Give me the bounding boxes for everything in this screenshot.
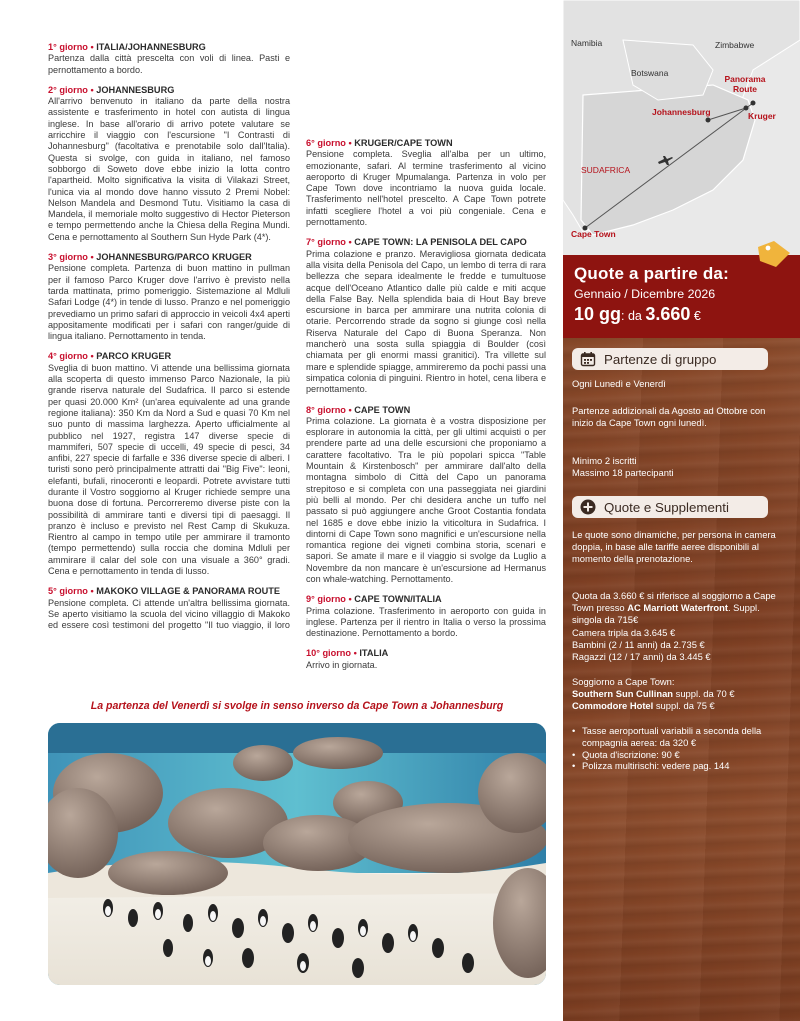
departures-line-1: Ogni Lunedì e Venerdì: [572, 378, 666, 389]
day-place: CAPE TOWN: LA PENISOLA DEL CAPO: [354, 237, 527, 248]
day-5: 5° giorno • MAKOKO VILLAGE & PANORAMA ROUTE Pensione completa. Ci attende un'altra bellissima giornata. Se aperto visitiamo la scuola del vicino villaggio di Makoko ed essere così testimoni del progetto "Il tuo viaggio, il loro: [48, 586, 290, 631]
supplements-tripla: Camera tripla da 3.645 €: [572, 627, 676, 638]
day-text: Pensione completa. Sveglia all'alba per un ultimo, emozionante, safari. Al termine trasferimento al vicino aeroporto di Kruger Mpumalanga. Partenza in volo per Cape Town dove incontriamo la nuova guida locale. Trasferimento nell'hotel prescelto. A Cape Town potrete infatti scegliere l'hotel a voi più congeniale. Cena e pernottamento.: [306, 149, 546, 228]
day-text: Sveglia di buon mattino. Vi attende una bellissima giornata alla scoperta di questo immenso Parco Nazionale, la più grande riserva naturale del Sudafrica. Il parco si estende per quasi 20.000 Km² (un'area equivalente ad una grande regione italiana): 350 Km da Nord a Sud e quasi 70 Km nel suo punto di massima larghezza. Aperto ufficialmente al pubblico nel 1927, registra 147 diverse specie di mammiferi, 507 specie di uccelli, 49 specie di pesci, 34 anfibi, 227 specie di farfalle e 336 diverse specie di alberi. I turisti sono però principalmente attratti dai "Big Five": leoni, elefanti, bufali, rinoceronti e leopardi. Potrete avvistare tutti durante il Vostro soggiorno al Kruger richiede sempre una buona dose di fortuna. Percorreremo diverse piste con la possibilità di ammirare tanti e diversi tipi di paesaggi. Il pranzo è incluso e previsto nel Rest Camp di Skukuza. Rientro al campo in tempo utile per ammirare il tramonto (tempo permettendo) sulla roccia che domina Mdluli per ammirare il calar del sole con una visuale a 360° gradi. Cena e pernottamento in tenda di lusso.: [48, 362, 290, 577]
quote-box: [563, 255, 800, 338]
day-text: Arrivo in giornata.: [306, 659, 378, 670]
supplements-heading-label: Quote e Supplementi: [604, 499, 729, 515]
soggiorno-block: [572, 676, 784, 711]
departures-heading-label: Partenze di gruppo: [604, 351, 717, 367]
day-place: ITALIA/JOHANNESBURG: [96, 42, 206, 52]
day-place: JOHANNESBURG/PARCO KRUGER: [96, 252, 252, 263]
quote-title: Quote a partire da:: [574, 264, 729, 283]
day-text: Prima colazione. Trasferimento in aeroporto con guida in inglese. Partenza per il rientro in Italia o verso la prossima destinazione. Pernottamento a bordo.: [306, 605, 546, 639]
map-city-panorama-route: Panorama Route: [724, 74, 766, 94]
day-number: 1° giorno: [48, 42, 88, 52]
map-city-kruger: Kruger: [748, 111, 776, 121]
supplements-bambini: Bambini (2 / 11 anni) da 2.735 €: [572, 639, 705, 650]
day-number: 5° giorno: [48, 586, 88, 597]
quote-price-value: 3.660: [645, 304, 691, 324]
itinerary-column-left: [48, 42, 290, 641]
day-place: MAKOKO VILLAGE & PANORAMA ROUTE: [96, 586, 280, 597]
note-item: • Quota d'iscrizione: 90 €: [572, 749, 784, 761]
day-text: Pensione completa. Ci attende un'altra bellissima giornata. Se aperto visitiamo la scuola del vicino villaggio di Makoko ed essere così testimoni del progetto "Il tuo viaggio, il loro: [48, 597, 290, 631]
photo-illustration: [48, 723, 546, 985]
notes-list: [572, 725, 784, 772]
day-3: 3° giorno • JOHANNESBURG/PARCO KRUGER Pensione completa. Partenza di buon mattino in pullman per il famoso Parco Kruger dove l'arrivo è previsto nella tarda mattinata, primo pomeriggio. Sistemazione al Mdluli Safari Lodge (4*) in tende di lusso. Pranzo e nel pomeriggio prevediamo un primo safari di approccio in veicoli 4x4 aperti appositamente modificati per i safari con ranger/guide di lingua italiano. Pernottamento in tenda.: [48, 252, 290, 342]
quote-period: Gennaio / Dicembre 2026: [574, 287, 716, 301]
day-text: Pensione completa. Partenza di buon mattino in pullman per il famoso Parco Kruger dove l'arrivo è previsto nella tarda mattinata, primo pomeriggio. Sistemazione al Mdluli Safari Lodge (4*) in tende di lusso. Pranzo e nel pomeriggio prevediamo un primo safari di approccio in veicoli 4x4 aperti appositamente modificati per i safari con ranger/guide di lingua italiano. Pernottamento in tenda.: [48, 263, 290, 342]
penguin-beach-photo: [48, 723, 546, 985]
route-map: [563, 0, 800, 255]
day-place: ITALIA: [359, 648, 389, 659]
note-item: • Tasse aeroportuali variabili a seconda della compagnia aerea: da 320 €: [572, 725, 784, 749]
quote-price: [574, 304, 789, 325]
day-place: KRUGER/CAPE TOWN: [354, 138, 453, 148]
map-city-johannesburg: Johannesburg: [652, 107, 711, 117]
day-number: 10° giorno: [306, 648, 352, 659]
map-label-namibia: Namibia: [571, 38, 603, 48]
sidebar: [563, 0, 800, 1021]
day-number: 7° giorno: [306, 237, 346, 248]
day-1: 1° giorno • ITALIA/JOHANNESBURG Partenza dalla città prescelta con voli di linea. Pasti e pernottamento a bordo.: [48, 42, 290, 75]
quota-hotel: AC Marriott Waterfront: [627, 601, 728, 613]
note-item: • Polizza multirischi: vedere pag. 144: [572, 760, 784, 772]
departure-caption: La partenza del Venerdì si svolge in senso inverso da Cape Town a Johannesburg: [90, 700, 504, 712]
day-6: 6° giorno • KRUGER/CAPE TOWN Pensione completa. Sveglia all'alba per un ultimo, emozionante, safari. Al termine trasferimento al vicino aeroporto di Kruger Mpumalanga. Partenza in volo per Cape Town dove incontriamo la nuova guida locale. Trasferimento nell'hotel prescelto. A Cape Town potrete infatti scegliere l'hotel a voi più congeniale. Cena e pernottamento.: [306, 138, 546, 228]
departures-min: Minimo 2 iscritti: [572, 455, 637, 466]
departures-max: Massimo 18 partecipanti: [572, 467, 674, 478]
calendar-icon: [580, 351, 596, 367]
day-4: 4° giorno • PARCO KRUGER Sveglia di buon mattino. Vi attende una bellissima giornata alla scoperta di questo immenso Parco Nazionale, la più grande riserva naturale del Sudafrica. Il parco si estende per quasi 20.000 Km² (un'area equivalente ad una grande regione italiana): 350 Km da Nord a Sud e quasi 70 Km nel suo punto di massima larghezza. Aperto ufficialmente al pubblico nel 1927, registra 147 diverse specie di mammiferi, 507 specie di uccelli, 49 specie di pesci, 34 anfibi, 227 specie di farfalle e 336 diverse specie di alberi. I turisti sono però principalmente attratti dai "Big Five": leoni, elefanti, bufali, rinoceronti e leopardi. Potrete avvistare tutti durante il Vostro soggiorno al Kruger richiede sempre una buona dose di fortuna. Percorreremo diverse piste con la possibilità di ammirare tanti e diversi tipi di paesaggi. Il pranzo è incluso e previsto nel Rest Camp di Skukuza. Rientro al campo in tempo utile per ammirare il tramonto (tempo permettendo) sulla roccia che domina Mdluli per ammirare il calar del sole con una visuale a 360° gradi. Cena e pernottamento in tenda di lusso.: [48, 351, 290, 577]
day-10: 10° giorno • ITALIA Arrivo in giornata.: [306, 648, 546, 671]
quote-currency: €: [693, 309, 701, 323]
day-number: 4° giorno: [48, 351, 88, 362]
wood-panel: [563, 338, 800, 1021]
quote-price-prefix: : da: [621, 309, 642, 323]
soggiorno-hotel-1: Southern Sun Cullinan suppl. da 70 €: [572, 687, 735, 699]
day-place: CAPE TOWN: [354, 404, 411, 415]
map-label-zimbabwe: Zimbabwe: [715, 40, 755, 50]
supplements-heading: [572, 496, 768, 518]
map-label-sudafrica: SUDAFRICA: [581, 165, 631, 175]
supplements-intro: Le quote sono dinamiche, per persona in camera doppia, in base alle tariffe aeree disponibili al momento della prenotazione.: [572, 529, 776, 564]
day-7: 7° giorno • CAPE TOWN: LA PENISOLA DEL CAPO Prima colazione e pranzo. Meravigliosa giornata dedicata alla visita della Penisola del Capo, un lembo di terra di rara bellezza che separa idealmente le fredde e tumultuose acque dell'Oceano Atlantico dalle più calde e miti acque della False Bay. Nella splendida baia di Hout Bay breve escursione in barca per ammirare una nutrita colonia di otarie. Percorrendo strade da sogno si giunge così nella Riserva Naturale del Capo di Buona Speranza. Non mancherò una sosta sulla spiaggia di Boulder (così chiamata per gli enormi massi granitici). Tra villette sul mare e splendide spiagge, ammireremo da pochi passi una simpatica colonia di pinguini. Rientro in hotel, cena libera e pernottamento.: [306, 237, 546, 395]
day-8: 8° giorno • CAPE TOWN Prima colazione. La giornata è a vostra disposizione per esplorare in autonomia la città, per gli ultimi acquisti o per prendere parte ad una delle escursioni che proponiamo a carattere facoltativo. Tra le più popolari spicca "Table Mountain & Kirstenbosch" per ammirare dall'alto della montagna simbolo di Città del Capo un panorama strepitoso e si completa con una passeggiata nei giardini più belli al mondo. Per chi desidera anche un tuffo nel passato si può aggiungere anche Groot Costantia fondata nel 1685 e dove ebbe inizio la viticoltura in Sudafrica. I dintorni di Cape Town sono magnifici e un'escursione nella romantica regione dei vigneti combina storia, scenari e sapori. Se amate il mare e il viaggio si svolge da Luglio a Novembre da non mancare è un'escursione ad Hermanus con whale-watching. Pernottamento.: [306, 404, 546, 584]
plus-circle-icon: [580, 499, 596, 515]
day-2: 2° giorno • JOHANNESBURG All'arrivo benvenuto in italiano da parte della nostra assistente e trasferimento in hotel con autista di lingua inglese. In base all'orario di arrivo potete valutare se arricchire il viaggio con l'escursione "I Contrasti di Johannesburg" (facoltativa e prenotabile solo dall'Italia). Questa si svolge, con guida in italiano, nel famoso sobborgo di Soweto dove ebbe inizio la lotta contro l'apartheid. Molto significativa la visita di Vilakazi Street, l'unica via al mondo dove hanno vissuto 2 Premi Nobel: Nelson Mandela and Desmond Tutu. Visitiamo la casa di Mandela, il memoriale molto suggestivo di Hector Pieterson e tempo permettendo anche la Chiesa della Regina Mundi. Cena e pernottamento al Southern Sun Hyde Park (4*).: [48, 84, 290, 242]
soggiorno-title: Soggiorno a Cape Town:: [572, 676, 675, 687]
day-number: 2° giorno: [48, 84, 88, 95]
day-number: 3° giorno: [48, 252, 88, 263]
supplements-quota: Quota da 3.660 € si riferisce al soggiorno a Cape Town presso AC Marriott Waterfront. Suppl. singola da 715€: [572, 590, 776, 625]
quote-duration: 10 gg: [574, 304, 622, 324]
day-text: Prima colazione. La giornata è a vostra disposizione per esplorare in autonomia la città, per gli ultimi acquisti o per prendere parte ad una delle escursioni che proponiamo a carattere facoltativo. Tra le più popolari spicca "Table Mountain & Kirstenbosch" per ammirare dall'alto della montagna simbolo di Città del Capo un panorama strepitoso e si completa con una passeggiata nei giardini più belli al mondo. Per chi desidera anche un tuffo nel passato si può aggiungere anche Groot Costantia fondata nel 1685 e dove ebbe inizio la viticoltura in Sudafrica. I dintorni di Cape Town sono magnifici e un'escursione nella romantica regione dei vigneti combina storia, scenari e sapori. Se amate il mare e il viaggio si svolge da Luglio a Novembre da non mancare è un'escursione ad Hermanus con whale-watching. Pernottamento.: [306, 415, 546, 584]
departures-heading: [572, 348, 768, 370]
supplements-ragazzi: Ragazzi (12 / 17 anni) da 3.445 €: [572, 651, 711, 662]
day-9: 9° giorno • CAPE TOWN/ITALIA Prima colazione. Trasferimento in aeroporto con guida in inglese. Partenza per il rientro in Italia o verso la prossima destinazione. Pernottamento a bordo.: [306, 594, 546, 639]
map-label-botswana: Botswana: [631, 68, 669, 78]
day-number: 8° giorno: [306, 404, 346, 415]
day-text: All'arrivo benvenuto in italiano da parte della nostra assistente e trasferimento in hotel con autista di lingua inglese. In base all'orario di arrivo potete valutare se arricchire il viaggio con l'escursione "I Contrasti di Johannesburg" (facoltativa e prenotabile solo dall'Italia). Questa si svolge, con guida in italiano, nel famoso sobborgo di Soweto dove ebbe inizio la lotta contro l'apartheid. Molto significativa la visita di Vilakazi Street, l'unica via al mondo dove hanno vissuto 2 Premi Nobel: Nelson Mandela and Desmond Tutu. Visitiamo la casa di Mandela, il memoriale molto suggestivo di Hector Pieterson e tempo permettendo anche la Chiesa della Regina Mundi. Cena e pernottamento al Southern Sun Hyde Park (4*).: [48, 96, 290, 242]
departures-line-2: Partenze addizionali da Agosto ad Ottobre con inizio da Cape Town ogni lunedì.: [572, 405, 766, 428]
price-tag-icon: [754, 239, 792, 269]
day-text: Partenza dalla città prescelta con voli di linea. Pasti e pernottamento a bordo.: [48, 53, 290, 75]
day-number: 9° giorno: [306, 594, 346, 605]
day-place: JOHANNESBURG: [96, 84, 175, 95]
map-city-cape-town: Cape Town: [571, 229, 616, 239]
itinerary-column-right: [306, 42, 546, 680]
day-place: CAPE TOWN/ITALIA: [354, 594, 442, 605]
day-number: 6° giorno: [306, 138, 346, 148]
day-place: PARCO KRUGER: [96, 351, 172, 362]
soggiorno-hotel-2: Commodore Hotel suppl. da 75 €: [572, 699, 715, 711]
day-text: Prima colazione e pranzo. Meravigliosa giornata dedicata alla visita della Penisola del Capo, un lembo di terra di rara bellezza che separa idealmente le fredde e tumultuose acque dell'Oceano Atlantico dalle più calde e miti acque della False Bay. Nella splendida baia di Hout Bay breve escursione in barca per ammirare una nutrita colonia di otarie. Percorrendo strade da sogno si giunge così nella Riserva Naturale del Capo di Buona Speranza. Non mancherò una sosta sulla spiaggia di Boulder (così chiamata per gli enormi massi granitici). Tra villette sul mare e splendide spiagge, ammireremo da pochi passi una simpatica colonia di pinguini. Rientro in hotel, cena libera e pernottamento.: [306, 248, 546, 395]
